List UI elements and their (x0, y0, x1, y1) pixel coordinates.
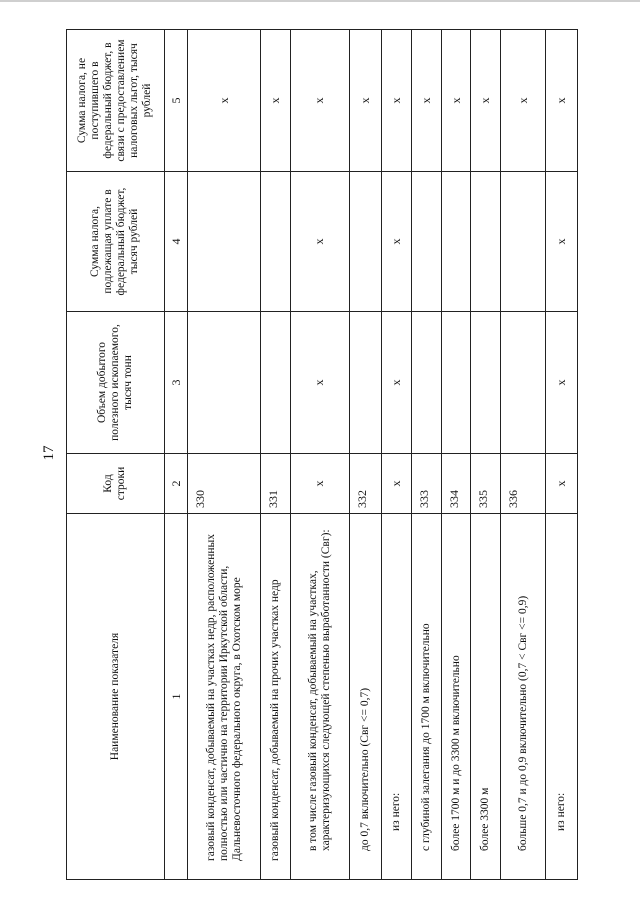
table-row (290, 30, 350, 880)
table-row (411, 30, 441, 880)
row-name: из него: (382, 514, 412, 880)
row-code: x (545, 454, 577, 514)
row-volume (260, 312, 290, 454)
row-tax-benefits: x (382, 30, 412, 172)
row-code: 336 (501, 454, 546, 514)
row-volume (441, 312, 471, 454)
table-row (350, 30, 382, 880)
row-tax-payable: x (290, 172, 350, 312)
row-tax-payable (411, 172, 441, 312)
header-name: Наименование показателя (67, 514, 165, 880)
row-code: x (382, 454, 412, 514)
row-tax-benefits: x (411, 30, 441, 172)
row-tax-benefits: x (290, 30, 350, 172)
row-tax-payable: x (382, 172, 412, 312)
row-tax-benefits: x (350, 30, 382, 172)
header-volume: Объем добытого полезного ископаемого, тысяч тонн (67, 312, 165, 454)
row-tax-benefits: x (260, 30, 290, 172)
row-tax-benefits: x (188, 30, 260, 172)
row-tax-payable (441, 172, 471, 312)
row-tax-payable (501, 172, 546, 312)
column-number-4: 4 (164, 172, 187, 312)
tax-table (66, 29, 578, 880)
rotated-table-wrapper (66, 30, 578, 880)
row-name: в том числе газовый конденсат, добываемый на участках, характеризующихся следующей степенью выработанности (Свг): (290, 514, 350, 880)
row-code: 335 (471, 454, 501, 514)
table-row (471, 30, 501, 880)
row-code: x (290, 454, 350, 514)
row-tax-benefits: x (441, 30, 471, 172)
row-name: больше 0,7 и до 0,9 включительно (0,7 < Свг <= 0,9) (501, 514, 546, 880)
header-tax-payable: Сумма налога, подлежащая уплате в федеральный бюджет, тысяч рублей (67, 172, 165, 312)
page-number: 17 (41, 445, 57, 461)
column-number-2: 2 (164, 454, 187, 514)
table-row (260, 30, 290, 880)
table-row (501, 30, 546, 880)
row-name: из него: (545, 514, 577, 880)
row-volume (350, 312, 382, 454)
column-number-1: 1 (164, 514, 187, 880)
row-tax-benefits: x (501, 30, 546, 172)
row-tax-benefits: x (545, 30, 577, 172)
row-name: газовый конденсат, добываемый на прочих участках недр (260, 514, 290, 880)
row-volume (411, 312, 441, 454)
header-code: Код строки (67, 454, 165, 514)
row-tax-payable: x (545, 172, 577, 312)
row-volume (501, 312, 546, 454)
row-code: 330 (188, 454, 260, 514)
table-row (188, 30, 260, 880)
row-volume (188, 312, 260, 454)
row-tax-payable (350, 172, 382, 312)
table-row (441, 30, 471, 880)
row-tax-payable (260, 172, 290, 312)
row-volume: x (382, 312, 412, 454)
row-volume: x (545, 312, 577, 454)
column-numbers-row (164, 30, 187, 880)
row-tax-benefits: x (471, 30, 501, 172)
row-name: газовый конденсат, добываемый на участках недр, расположенных полностью или частично на территории Иркутской области, Дальневосточного федерального округа, в Охотском море (188, 514, 260, 880)
column-number-3: 3 (164, 312, 187, 454)
row-code: 334 (441, 454, 471, 514)
row-code: 333 (411, 454, 441, 514)
header-row (67, 30, 165, 880)
row-code: 332 (350, 454, 382, 514)
row-name: до 0,7 включительно (Свг <= 0,7) (350, 514, 382, 880)
row-code: 331 (260, 454, 290, 514)
top-edge-line (0, 0, 640, 2)
row-tax-payable (471, 172, 501, 312)
row-name: более 3300 м (471, 514, 501, 880)
row-tax-payable (188, 172, 260, 312)
header-tax-benefits: Сумма налога, не поступившего в федеральный бюджет, в связи с предоставлением налоговых льгот, тысяч рублей (67, 30, 165, 172)
row-name: более 1700 м и до 3300 м включительно (441, 514, 471, 880)
column-number-5: 5 (164, 30, 187, 172)
row-volume: x (290, 312, 350, 454)
row-volume (471, 312, 501, 454)
table-row (382, 30, 412, 880)
table-row (545, 30, 577, 880)
row-name: с глубиной залегания до 1700 м включительно (411, 514, 441, 880)
